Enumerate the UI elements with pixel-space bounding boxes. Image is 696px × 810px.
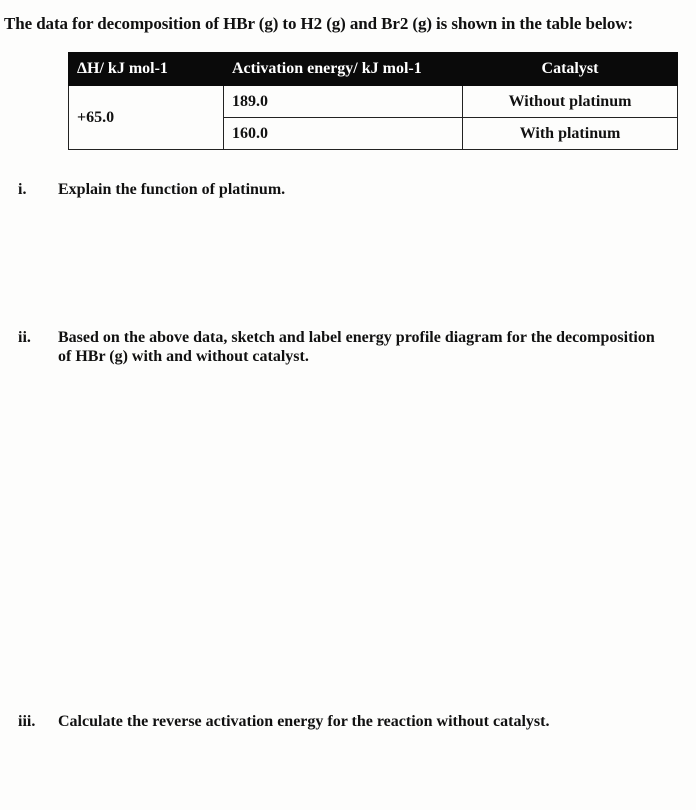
question-number: ii. (18, 329, 31, 346)
question-number: iii. (18, 713, 36, 730)
catalyst-value: With platinum (463, 118, 678, 150)
data-table (68, 52, 678, 150)
header-activation-energy: Activation energy/ kJ mol-1 (224, 53, 463, 86)
table-row (69, 86, 678, 118)
activation-energy-value: 160.0 (224, 118, 463, 150)
question-text: Explain the function of platinum. (58, 181, 286, 198)
question-text: Based on the above data, sketch and label energy profile diagram for the decomposition of HBr (g) with and without catalyst. (58, 329, 655, 365)
question-text: Calculate the reverse activation energy for the reaction without catalyst. (58, 713, 550, 730)
header-enthalpy: ΔH/ kJ mol-1 (69, 53, 224, 86)
header-catalyst: Catalyst (463, 53, 678, 86)
catalyst-value: Without platinum (463, 86, 678, 118)
intro-text: The data for decomposition of HBr (g) to H2 (g) and Br2 (g) is shown in the table below: (4, 14, 634, 33)
enthalpy-value: +65.0 (69, 86, 224, 150)
question-number: i. (18, 181, 27, 198)
activation-energy-value: 189.0 (224, 86, 463, 118)
table-header-row (69, 53, 678, 86)
